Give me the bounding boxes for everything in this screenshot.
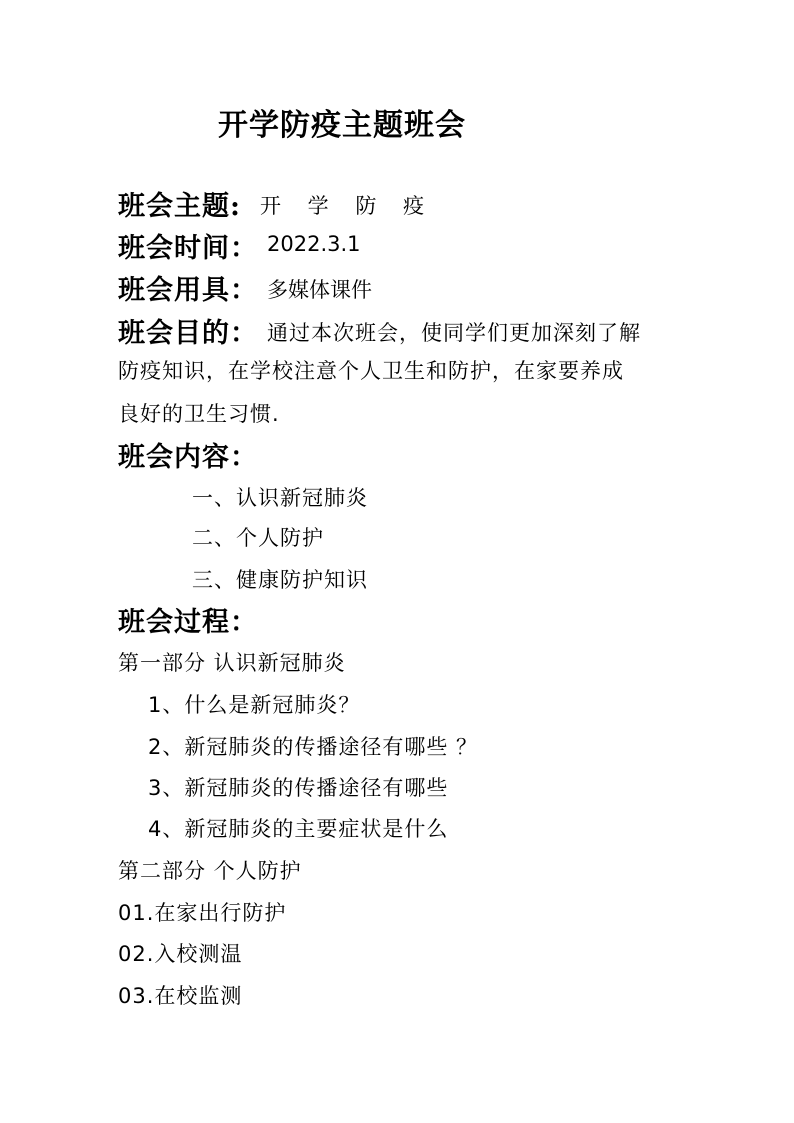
process-label: 班会过程： (118, 607, 258, 638)
time-label: 班会时间： (118, 233, 258, 264)
part-2-item: 01.在家出行防护 (118, 901, 287, 925)
part-1-title: 第一部分 认识新冠肺炎 (118, 651, 346, 675)
part-2-item: 03.在校监测 (118, 984, 243, 1008)
tools-label: 班会用具： (118, 275, 258, 306)
time-value: 2022.3.1 (267, 232, 361, 256)
purpose-text-line-2: 防疫知识，在学校注意个人卫生和防护，在家要养成 (118, 359, 624, 383)
tools-value: 多媒体课件 (267, 278, 372, 302)
content-item: 一、认识新冠肺炎 (192, 486, 368, 510)
part-2-title: 第二部分 个人防护 (118, 859, 302, 883)
part-1-item: 3、新冠肺炎的传播途径有哪些 (148, 776, 449, 800)
topic-value: 开 学 防 疫 (260, 194, 435, 218)
content-label: 班会内容： (118, 442, 258, 473)
document-title: 开学防疫主题班会 (218, 108, 466, 143)
content-item: 二、个人防护 (192, 526, 324, 550)
purpose-label: 班会目的： (118, 318, 258, 349)
part-1-item: 1、什么是新冠肺炎？ (148, 693, 361, 717)
part-1-item: 4、新冠肺炎的主要症状是什么 (148, 817, 449, 841)
part-2-item: 02.入校测温 (118, 942, 243, 966)
topic-label: 班会主题: (118, 191, 241, 222)
part-1-item: 2、新冠肺炎的传播途径有哪些 ？ (148, 735, 479, 759)
purpose-text-line-3: 良好的卫生习惯. (118, 402, 280, 426)
content-item: 三、健康防护知识 (192, 568, 368, 592)
purpose-text-line-1: 通过本次班会，使同学们更加深刻了解 (267, 321, 641, 345)
